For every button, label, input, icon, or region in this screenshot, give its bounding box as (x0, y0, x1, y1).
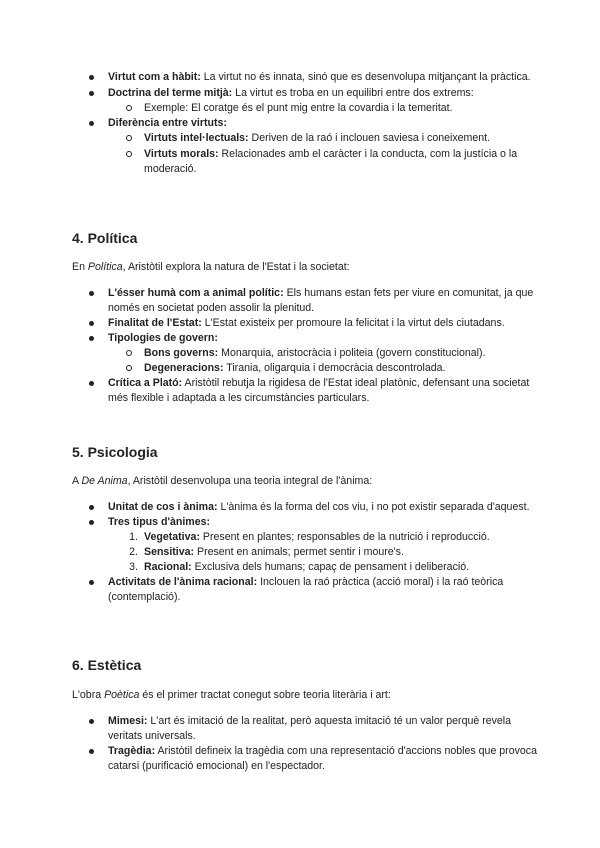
list-item (72, 286, 542, 316)
bullet-icon (89, 75, 94, 80)
item-text: La virtut no és innata, sinó que es desenvolupa mitjançant la pràctica. (203, 71, 531, 83)
list-item (72, 86, 542, 101)
bullet-icon (89, 91, 94, 96)
item-term: L'ésser humà com a animal polític: (108, 287, 284, 299)
list-item (72, 331, 542, 346)
bullet-icon (89, 121, 94, 126)
item-text: Relacionades amb el caràcter i la conducta, com la justícia o la moderació. (144, 148, 518, 175)
bullet-icon (89, 580, 94, 585)
aesthetics-list (72, 714, 542, 774)
bullet-icon (89, 505, 94, 510)
item-term: Racional: (144, 561, 192, 573)
item-term: Crítica a Plató: (108, 377, 183, 389)
section-intro (72, 474, 542, 489)
item-text: La virtut es troba en un equilibri entre dos extrems: (235, 87, 474, 99)
section-heading-psicologia: 5. Psicologia (72, 444, 158, 460)
intro-text: és el primer tractat conegut sobre teoria literària i art: (139, 689, 391, 701)
sub-list-item (72, 147, 542, 177)
list-item (72, 575, 542, 605)
politics-list (72, 286, 542, 406)
work-title: Poètica (104, 689, 140, 701)
bullet-icon (89, 321, 94, 326)
item-text: L'Estat existeix per promoure la felicitat i la virtut dels ciutadans. (204, 317, 505, 329)
numbered-item (72, 560, 542, 575)
item-term: Bons governs: (144, 347, 219, 359)
item-term: Tres tipus d'ànimes: (108, 516, 211, 528)
item-text: L'ànima és la forma del cos viu, i no pot existir separada d'aquest. (220, 501, 530, 513)
sub-list-item (72, 361, 542, 376)
item-text: Aristòtil rebutja la rigidesa de l'Estat ideal platònic, defensant una societat més flexible i adaptada a les circumstàncies particulars. (108, 377, 530, 404)
bullet-icon (89, 381, 94, 386)
hollow-bullet-icon (126, 105, 132, 111)
item-number: 2. (129, 546, 138, 558)
item-text: Present en animals; permet sentir i moure's. (197, 546, 404, 558)
item-number: 3. (129, 561, 138, 573)
bullet-icon (89, 291, 94, 296)
item-term: Tipologies de govern: (108, 332, 218, 344)
list-item (72, 316, 542, 331)
numbered-item (72, 545, 542, 560)
item-text: Exclusiva dels humans; capaç de pensament i deliberació. (194, 561, 470, 573)
item-term: Mimesi: (108, 715, 148, 727)
list-item (72, 116, 542, 131)
sub-list-item (72, 131, 542, 146)
item-term: Diferència entre virtuts: (108, 117, 227, 129)
sub-list-item (72, 346, 542, 361)
intro-text: En (72, 261, 88, 273)
item-text: Aristòtil defineix la tragèdia com una representació d'accions nobles que provoca catarsi (purificació emocional) en l'espectador. (108, 745, 537, 772)
item-term: Doctrina del terme mitjà: (108, 87, 233, 99)
psychology-list (72, 500, 542, 605)
bullet-icon (89, 336, 94, 341)
work-title: Política (87, 261, 123, 273)
intro-text: , Aristòtil desenvolupa una teoria integral de l'ànima: (127, 475, 373, 487)
item-text: Inclouen la raó pràctica (acció moral) i la raó teòrica (contemplació). (108, 576, 504, 603)
list-item (72, 744, 542, 774)
intro-text: A (72, 475, 82, 487)
item-term: Virtut com a hàbit: (108, 71, 201, 83)
item-term: Virtuts morals: (144, 148, 219, 160)
bullet-icon (89, 719, 94, 724)
section-heading-politica: 4. Política (72, 230, 138, 246)
list-item (72, 376, 542, 406)
item-text: Exemple: El coratge és el punt mig entre la covardia i la temeritat. (144, 102, 453, 114)
list-item (72, 500, 542, 515)
hollow-bullet-icon (126, 365, 132, 371)
hollow-bullet-icon (126, 135, 132, 141)
hollow-bullet-icon (126, 151, 132, 157)
item-term: Virtuts intel·lectuals: (144, 132, 249, 144)
hollow-bullet-icon (126, 350, 132, 356)
intro-text: L'obra (72, 689, 105, 701)
item-text: Deriven de la raó i inclouen saviesa i coneixement. (251, 132, 491, 144)
item-text: Present en plantes; responsables de la nutrició i reproducció. (202, 531, 490, 543)
list-item (72, 714, 542, 744)
item-number: 1. (129, 531, 138, 543)
virtue-list (72, 70, 542, 177)
bullet-icon (89, 520, 94, 525)
work-title: De Anima (81, 475, 128, 487)
item-term: Vegetativa: (144, 531, 200, 543)
item-text: Tirania, oligarquia i democràcia descontrolada. (226, 362, 446, 374)
item-text: L'art és imitació de la realitat, però aquesta imitació té un valor perquè revela veritats universals. (108, 715, 512, 742)
list-item (72, 515, 542, 530)
bullet-icon (89, 749, 94, 754)
item-term: Tragèdia: (108, 745, 156, 757)
item-term: Degeneracions: (144, 362, 224, 374)
item-term: Activitats de l'ànima racional: (108, 576, 258, 588)
item-term: Sensitiva: (144, 546, 195, 558)
section-intro (72, 260, 542, 275)
sub-list-item (72, 101, 542, 116)
section-heading-estetica: 6. Estètica (72, 657, 142, 673)
list-item (72, 70, 542, 85)
section-intro (72, 688, 542, 703)
numbered-item (72, 530, 542, 545)
intro-text: , Aristòtil explora la natura de l'Estat i la societat: (122, 261, 350, 273)
item-text: Els humans estan fets per viure en comunitat, ja que només en societat poden assolir la plenitud. (108, 287, 534, 314)
item-text: Monarquia, aristocràcia i politeia (govern constitucional). (221, 347, 486, 359)
item-term: Finalitat de l'Estat: (108, 317, 202, 329)
item-term: Unitat de cos i ànima: (108, 501, 218, 513)
